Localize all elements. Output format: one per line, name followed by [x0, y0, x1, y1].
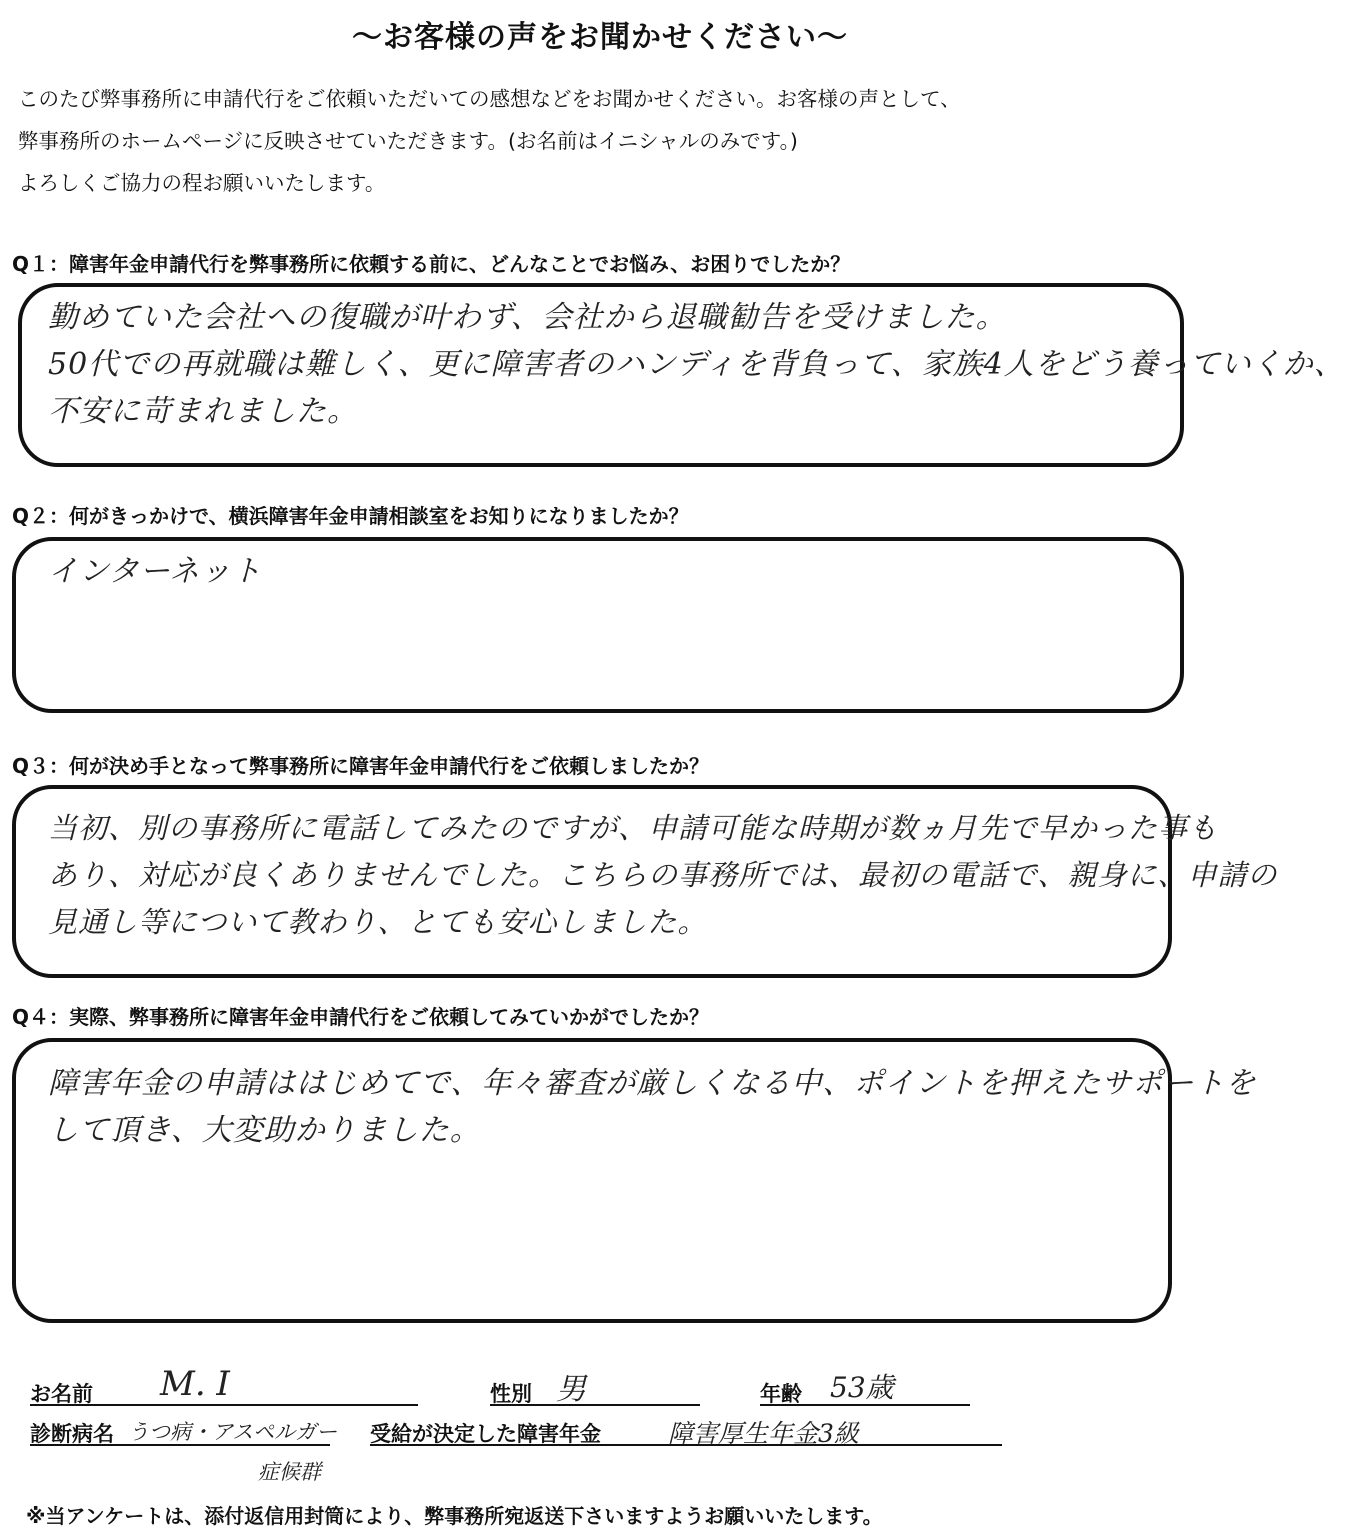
intro-line: このたび弊事務所に申請代行をご依頼いただいての感想などをお聞かせください。お客様の声として、	[18, 87, 961, 111]
intro-line: 弊事務所のホームページに反映させていただきます。(お名前はイニシャルのみです。)	[18, 129, 798, 153]
intro-line: よろしくご協力の程お願いいたします。	[18, 171, 386, 195]
pension-value: 障害厚生年金3級	[668, 1419, 859, 1448]
answer-line: 当初、別の事務所に電話してみたのですが、申請可能な時期が数ヵ月先で早かった事も	[48, 811, 1219, 845]
age-label: 年齢	[760, 1382, 802, 1406]
name-underline	[30, 1404, 418, 1406]
diagnosis-value-2: 症候群	[258, 1460, 321, 1484]
gender-label: 性別	[490, 1382, 532, 1406]
answer-line: 障害年金の申請ははじめてで、年々審査が厳しくなる中、ポイントを押えたサポートを	[48, 1066, 1257, 1101]
gender-underline	[490, 1404, 700, 1406]
answer-3-text	[48, 805, 1277, 946]
intro-text	[18, 78, 1188, 204]
name-value: M. I	[160, 1364, 230, 1404]
answer-line: 不安に苛まれました。	[48, 394, 358, 429]
diagnosis-value-1: うつ病・アスペルガー	[128, 1420, 338, 1444]
question-4-label: Q４：実際、弊事務所に障害年金申請代行をご依頼してみていかがでしたか？	[12, 1005, 710, 1029]
answer-line: して頂き、大変助かりました。	[48, 1113, 481, 1148]
answer-line: 見通し等について教わり、とても安心しました。	[48, 905, 708, 939]
page-title: ～お客様の声をお聞かせください～	[352, 20, 848, 55]
question-2-label: Q２：何がきっかけで、横浜障害年金申請相談室をお知りになりましたか？	[12, 504, 689, 528]
question-3-label: Q３：何が決め手となって弊事務所に障害年金申請代行をご依頼しましたか？	[12, 754, 710, 778]
answer-line: 勤めていた会社への復職が叶わず、会社から退職勧告を受けました。	[48, 300, 1007, 335]
answer-4-text	[48, 1060, 1256, 1154]
answer-line: あり、対応が良くありませんでした。こちらの事務所では、最初の電話で、親身に、申請の	[48, 858, 1278, 892]
pension-label: 受給が決定した障害年金	[370, 1422, 601, 1446]
question-1-label: Q１：障害年金申請代行を弊事務所に依頼する前に、どんなことでお悩み、お困りでしたか？	[12, 252, 851, 276]
footer-note: ※当アンケートは、添付返信用封筒により、弊事務所宛返送下さいますようお願いいたします。	[26, 1504, 883, 1528]
name-label: お名前	[30, 1382, 93, 1406]
answer-1-text	[48, 294, 1345, 435]
answer-2-text	[48, 548, 262, 595]
age-value: 53歳	[830, 1371, 894, 1404]
gender-value: 男	[556, 1372, 586, 1407]
diagnosis-label: 診断病名	[30, 1422, 114, 1446]
answer-line: インターネット	[48, 554, 263, 589]
answer-line: 50代での再就職は難しく、更に障害者のハンディを背負って、家族4人をどう養っていくか、	[48, 347, 1345, 382]
